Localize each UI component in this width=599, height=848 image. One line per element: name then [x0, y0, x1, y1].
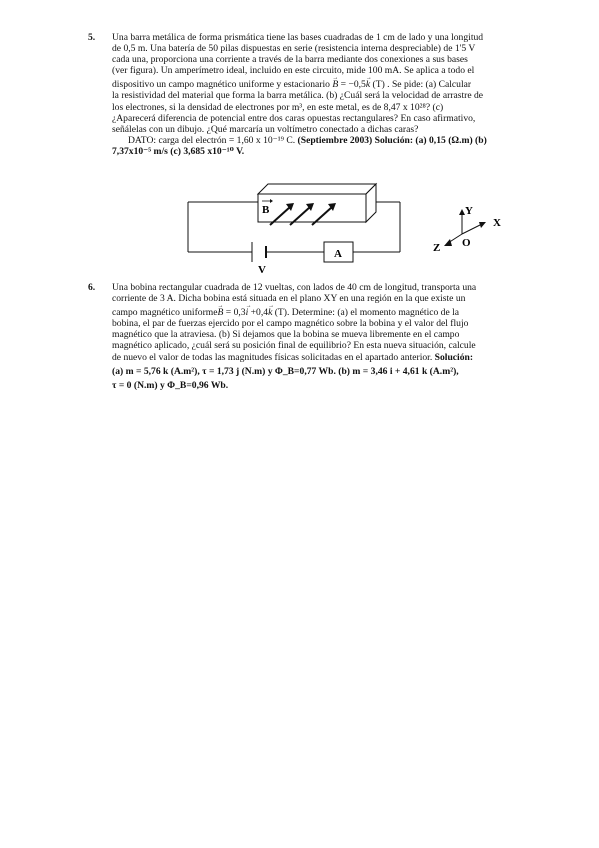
k-unit-vector-symbol: → k — [366, 79, 370, 90]
problem-6-solution-label: Solución: — [434, 351, 474, 363]
label-a: A — [334, 248, 342, 260]
problem-5-line-5 — [112, 79, 545, 90]
axis-x-label: X — [493, 217, 501, 229]
problem-5-line-3: cada una, proporciona una corriente a través de la barra mediante dos conexiones a sus bases — [112, 54, 468, 66]
problem-5-line-5-c: = −0,5 — [338, 79, 366, 91]
label-b: B — [262, 204, 270, 216]
problem-6-line-3: campo magnético uniforme→ B = 0,3→ i +0,4→ k (T). Determine: (a) el momento magnético de la — [112, 307, 545, 318]
label-v: V — [258, 264, 266, 275]
problem-5-dato: DATO: carga del electrón = 1,60 x 10⁻¹⁹ C. — [128, 134, 296, 146]
problem-5-text — [112, 32, 545, 157]
problem-5-solution-head: (Septiembre 2003) Solución: (a) 0,15 (Ω.m) (b) — [297, 134, 487, 146]
problem-6-solution-line-1: (a) m = 5,76 k (A.m²), τ = 1,73 j (N.m) y Φ_B=0,77 Wb. (b) m = 3,46 i + 4,61 k (A.m²), — [112, 365, 459, 377]
b-vector-symbol: → B — [332, 79, 338, 90]
problem-6-line-2: corriente de 3 A. Dicha bobina está situada en el plano XY en una región en la que existe un — [112, 293, 466, 305]
circuit-figure — [180, 180, 520, 275]
problem-5-line-4: (ver figura). Un amperímetro ideal, incluido en este circuito, mide 100 mA. Se aplica a todo el — [112, 65, 475, 77]
problem-6-line-7 — [112, 352, 545, 363]
problem-5-dato-line — [128, 135, 545, 146]
problem-5-line-5-a: dispositivo un campo magnético uniforme y estacionario — [112, 79, 330, 91]
problem-6-line-3-c: +0,4 — [248, 307, 269, 319]
problem-5-line-5-e: (T) . Se pide: (a) Calcular — [370, 79, 472, 91]
axis-z-label: Z — [433, 242, 441, 254]
problem-5-solution-tail: 7,37x10⁻⁵ m/s (c) 3,685 x10⁻¹⁰ V. — [112, 145, 245, 157]
problem-5-line-2: de 0,5 m. Una batería de 50 pilas dispuestas en serie (resistencia interna despreciable) de 1'5 V — [112, 43, 476, 55]
problem-5-number: 5. — [88, 32, 96, 43]
problem-6-line-6: magnético aplicado, ¿cuál será su posición final de equilibrio? En esta nueva situación, calcule — [112, 340, 476, 352]
problem-5-line-8: ¿Aparecerá diferencia de potencial entre dos caras opuestas rectangulares? En caso afirmativo, — [112, 112, 476, 124]
problem-5-line-6: la resistividad del material que forma la barra metálica. (b) ¿Cuál será la velocidad de arrastre de — [112, 90, 484, 102]
problem-5-line-7: los electrones, si la densidad de electrones por m³, en este metal, es de 8,47 x 10²⁸? (c) — [112, 101, 444, 113]
problem-6-number: 6. — [88, 282, 96, 293]
problem-6-solution-line-2: τ = 0 (N.m) y Φ_B=0,96 Wb. — [112, 379, 229, 391]
problem-6-line-3-d: (T). Determine: (a) el momento magnético de la — [272, 307, 460, 319]
problem-6-line-3-b: = 0,3 — [223, 307, 246, 319]
problem-6-line-4: bobina, el par de fuerzas ejercido por el campo magnético sobre la bobina y el valor del flujo — [112, 318, 469, 330]
axis-origin-label: O — [462, 237, 471, 249]
metal-bar — [258, 184, 376, 222]
battery-symbol — [252, 242, 266, 262]
problem-6-line-7-text: de nuevo el valor de todas las magnitudes físicas solicitadas en el apartado anterior. — [112, 351, 433, 363]
problem-6-text — [112, 282, 545, 391]
problem-6 — [90, 282, 545, 391]
problem-6-line-1: Una bobina rectangular cuadrada de 12 vueltas, con lados de 40 cm de longitud, transporta una — [112, 282, 477, 293]
problem-5 — [90, 32, 545, 157]
axis-y-label: Y — [465, 205, 473, 217]
problem-6-line-3-a: campo magnético uniforme — [112, 307, 218, 319]
problem-5-line-9: señálelas con un dibujo. ¿Qué marcaría un voltímetro conectado a dichas caras? — [112, 123, 419, 135]
problem-6-line-5: magnético que la atraviesa. (b) Si dejamos que la bobina se mueva libremente en el campo — [112, 329, 460, 341]
problem-5-line-1: Una barra metálica de forma prismática tiene las bases cuadradas de 1 cm de lado y una longitud — [112, 32, 484, 43]
